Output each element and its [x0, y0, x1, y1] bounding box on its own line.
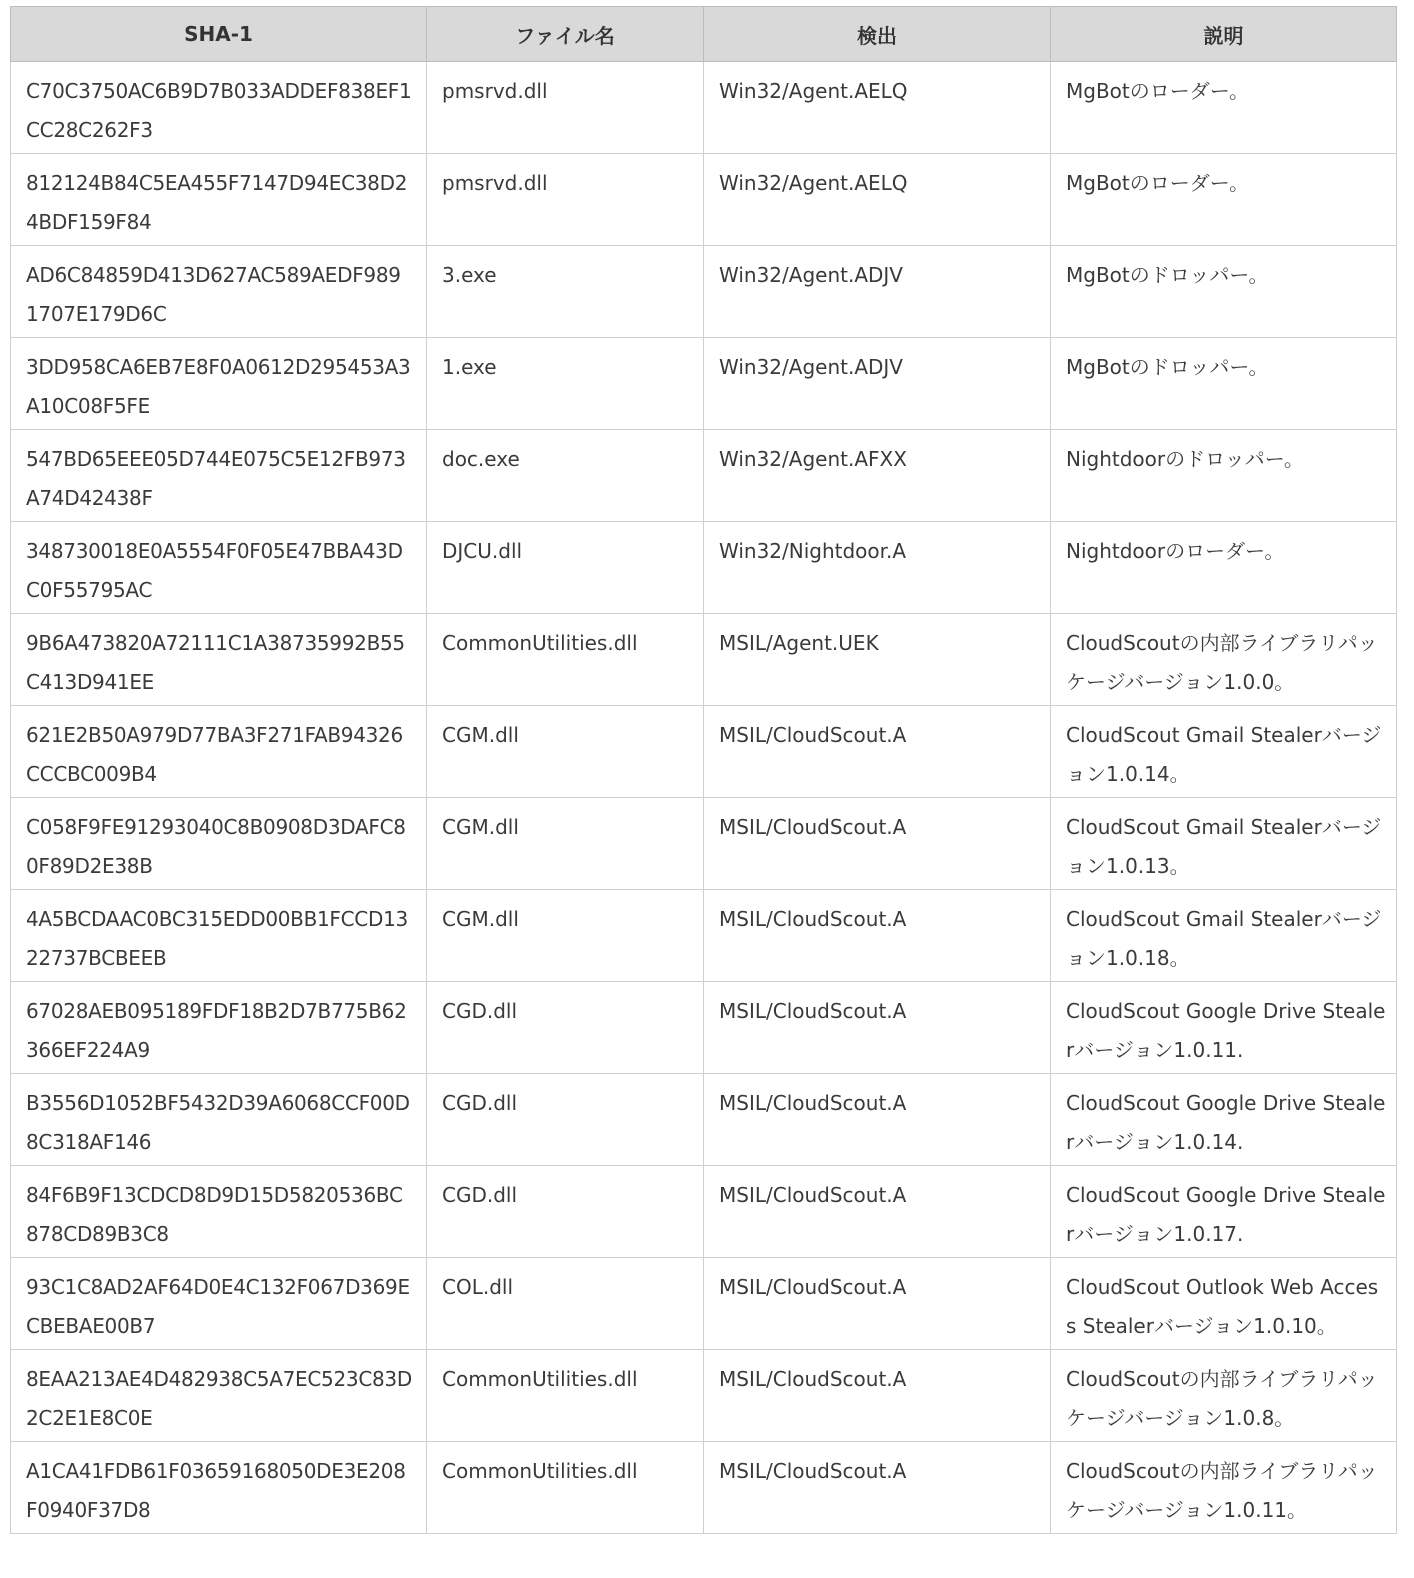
filename-cell: pmsrvd.dll	[427, 62, 704, 154]
table-row	[11, 1074, 1397, 1166]
detection-cell: MSIL/Agent.UEK	[704, 614, 1051, 706]
table-row	[11, 1350, 1397, 1442]
table-row	[11, 614, 1397, 706]
description-cell: CloudScout Google Drive Stealerバージョン1.0.11.	[1051, 982, 1397, 1074]
table-row	[11, 1258, 1397, 1350]
column-header-filename: ファイル名	[427, 7, 704, 62]
sha1-cell: 9B6A473820A72111C1A38735992B55C413D941EE	[11, 614, 427, 706]
description-cell: MgBotのローダー。	[1051, 62, 1397, 154]
detection-cell: Win32/Agent.AELQ	[704, 62, 1051, 154]
filename-cell: CGD.dll	[427, 982, 704, 1074]
detection-cell: MSIL/CloudScout.A	[704, 982, 1051, 1074]
filename-cell: 3.exe	[427, 246, 704, 338]
filename-cell: doc.exe	[427, 430, 704, 522]
sha1-cell: 348730018E0A5554F0F05E47BBA43DC0F55795AC	[11, 522, 427, 614]
table-row	[11, 1166, 1397, 1258]
detection-cell: Win32/Agent.ADJV	[704, 338, 1051, 430]
description-cell: CloudScoutの内部ライブラリパッケージバージョン1.0.0。	[1051, 614, 1397, 706]
description-cell: CloudScoutの内部ライブラリパッケージバージョン1.0.8。	[1051, 1350, 1397, 1442]
sha1-cell: 84F6B9F13CDCD8D9D15D5820536BC878CD89B3C8	[11, 1166, 427, 1258]
description-cell: MgBotのドロッパー。	[1051, 246, 1397, 338]
description-cell: CloudScout Google Drive Stealerバージョン1.0.14.	[1051, 1074, 1397, 1166]
filename-cell: CGM.dll	[427, 798, 704, 890]
sha1-cell: 4A5BCDAAC0BC315EDD00BB1FCCD1322737BCBEEB	[11, 890, 427, 982]
sha1-cell: AD6C84859D413D627AC589AEDF9891707E179D6C	[11, 246, 427, 338]
filename-cell: COL.dll	[427, 1258, 704, 1350]
sha1-cell: C70C3750AC6B9D7B033ADDEF838EF1CC28C262F3	[11, 62, 427, 154]
table-row	[11, 62, 1397, 154]
sha1-cell: 93C1C8AD2AF64D0E4C132F067D369ECBEBAE00B7	[11, 1258, 427, 1350]
table-body	[11, 62, 1397, 1534]
sha1-cell: 812124B84C5EA455F7147D94EC38D24BDF159F84	[11, 154, 427, 246]
column-header-description: 説明	[1051, 7, 1397, 62]
table-row	[11, 982, 1397, 1074]
filename-cell: CGD.dll	[427, 1074, 704, 1166]
description-cell: CloudScout Gmail Stealerバージョン1.0.18。	[1051, 890, 1397, 982]
description-cell: CloudScoutの内部ライブラリパッケージバージョン1.0.11。	[1051, 1442, 1397, 1534]
table-row	[11, 1442, 1397, 1534]
filename-cell: CGM.dll	[427, 706, 704, 798]
sha1-cell: 621E2B50A979D77BA3F271FAB94326CCCBC009B4	[11, 706, 427, 798]
description-cell: MgBotのドロッパー。	[1051, 338, 1397, 430]
table-row	[11, 522, 1397, 614]
ioc-table	[10, 6, 1397, 1534]
table-row	[11, 798, 1397, 890]
detection-cell: Win32/Agent.AELQ	[704, 154, 1051, 246]
sha1-cell: 8EAA213AE4D482938C5A7EC523C83D2C2E1E8C0E	[11, 1350, 427, 1442]
table-row	[11, 154, 1397, 246]
table-header	[11, 7, 1397, 62]
header-row	[11, 7, 1397, 62]
description-cell: Nightdoorのローダー。	[1051, 522, 1397, 614]
detection-cell: MSIL/CloudScout.A	[704, 1258, 1051, 1350]
detection-cell: MSIL/CloudScout.A	[704, 1350, 1051, 1442]
sha1-cell: C058F9FE91293040C8B0908D3DAFC80F89D2E38B	[11, 798, 427, 890]
filename-cell: CommonUtilities.dll	[427, 1350, 704, 1442]
table-row	[11, 706, 1397, 798]
column-header-sha1: SHA-1	[11, 7, 427, 62]
filename-cell: CommonUtilities.dll	[427, 614, 704, 706]
filename-cell: DJCU.dll	[427, 522, 704, 614]
filename-cell: pmsrvd.dll	[427, 154, 704, 246]
table-row	[11, 338, 1397, 430]
description-cell: CloudScout Gmail Stealerバージョン1.0.13。	[1051, 798, 1397, 890]
table-row	[11, 430, 1397, 522]
sha1-cell: 67028AEB095189FDF18B2D7B775B62366EF224A9	[11, 982, 427, 1074]
description-cell: CloudScout Gmail Stealerバージョン1.0.14。	[1051, 706, 1397, 798]
sha1-cell: A1CA41FDB61F03659168050DE3E208F0940F37D8	[11, 1442, 427, 1534]
detection-cell: Win32/Agent.AFXX	[704, 430, 1051, 522]
detection-cell: MSIL/CloudScout.A	[704, 706, 1051, 798]
detection-cell: MSIL/CloudScout.A	[704, 1166, 1051, 1258]
ioc-table-container	[10, 6, 1396, 1534]
sha1-cell: 547BD65EEE05D744E075C5E12FB973A74D42438F	[11, 430, 427, 522]
detection-cell: MSIL/CloudScout.A	[704, 798, 1051, 890]
detection-cell: Win32/Nightdoor.A	[704, 522, 1051, 614]
sha1-cell: B3556D1052BF5432D39A6068CCF00D8C318AF146	[11, 1074, 427, 1166]
filename-cell: CommonUtilities.dll	[427, 1442, 704, 1534]
detection-cell: MSIL/CloudScout.A	[704, 890, 1051, 982]
sha1-cell: 3DD958CA6EB7E8F0A0612D295453A3A10C08F5FE	[11, 338, 427, 430]
table-row	[11, 246, 1397, 338]
description-cell: CloudScout Google Drive Stealerバージョン1.0.17.	[1051, 1166, 1397, 1258]
description-cell: Nightdoorのドロッパー。	[1051, 430, 1397, 522]
table-row	[11, 890, 1397, 982]
filename-cell: CGD.dll	[427, 1166, 704, 1258]
detection-cell: MSIL/CloudScout.A	[704, 1442, 1051, 1534]
detection-cell: Win32/Agent.ADJV	[704, 246, 1051, 338]
detection-cell: MSIL/CloudScout.A	[704, 1074, 1051, 1166]
description-cell: CloudScout Outlook Web Access Stealerバージョン1.0.10。	[1051, 1258, 1397, 1350]
description-cell: MgBotのローダー。	[1051, 154, 1397, 246]
column-header-detection: 検出	[704, 7, 1051, 62]
filename-cell: 1.exe	[427, 338, 704, 430]
filename-cell: CGM.dll	[427, 890, 704, 982]
